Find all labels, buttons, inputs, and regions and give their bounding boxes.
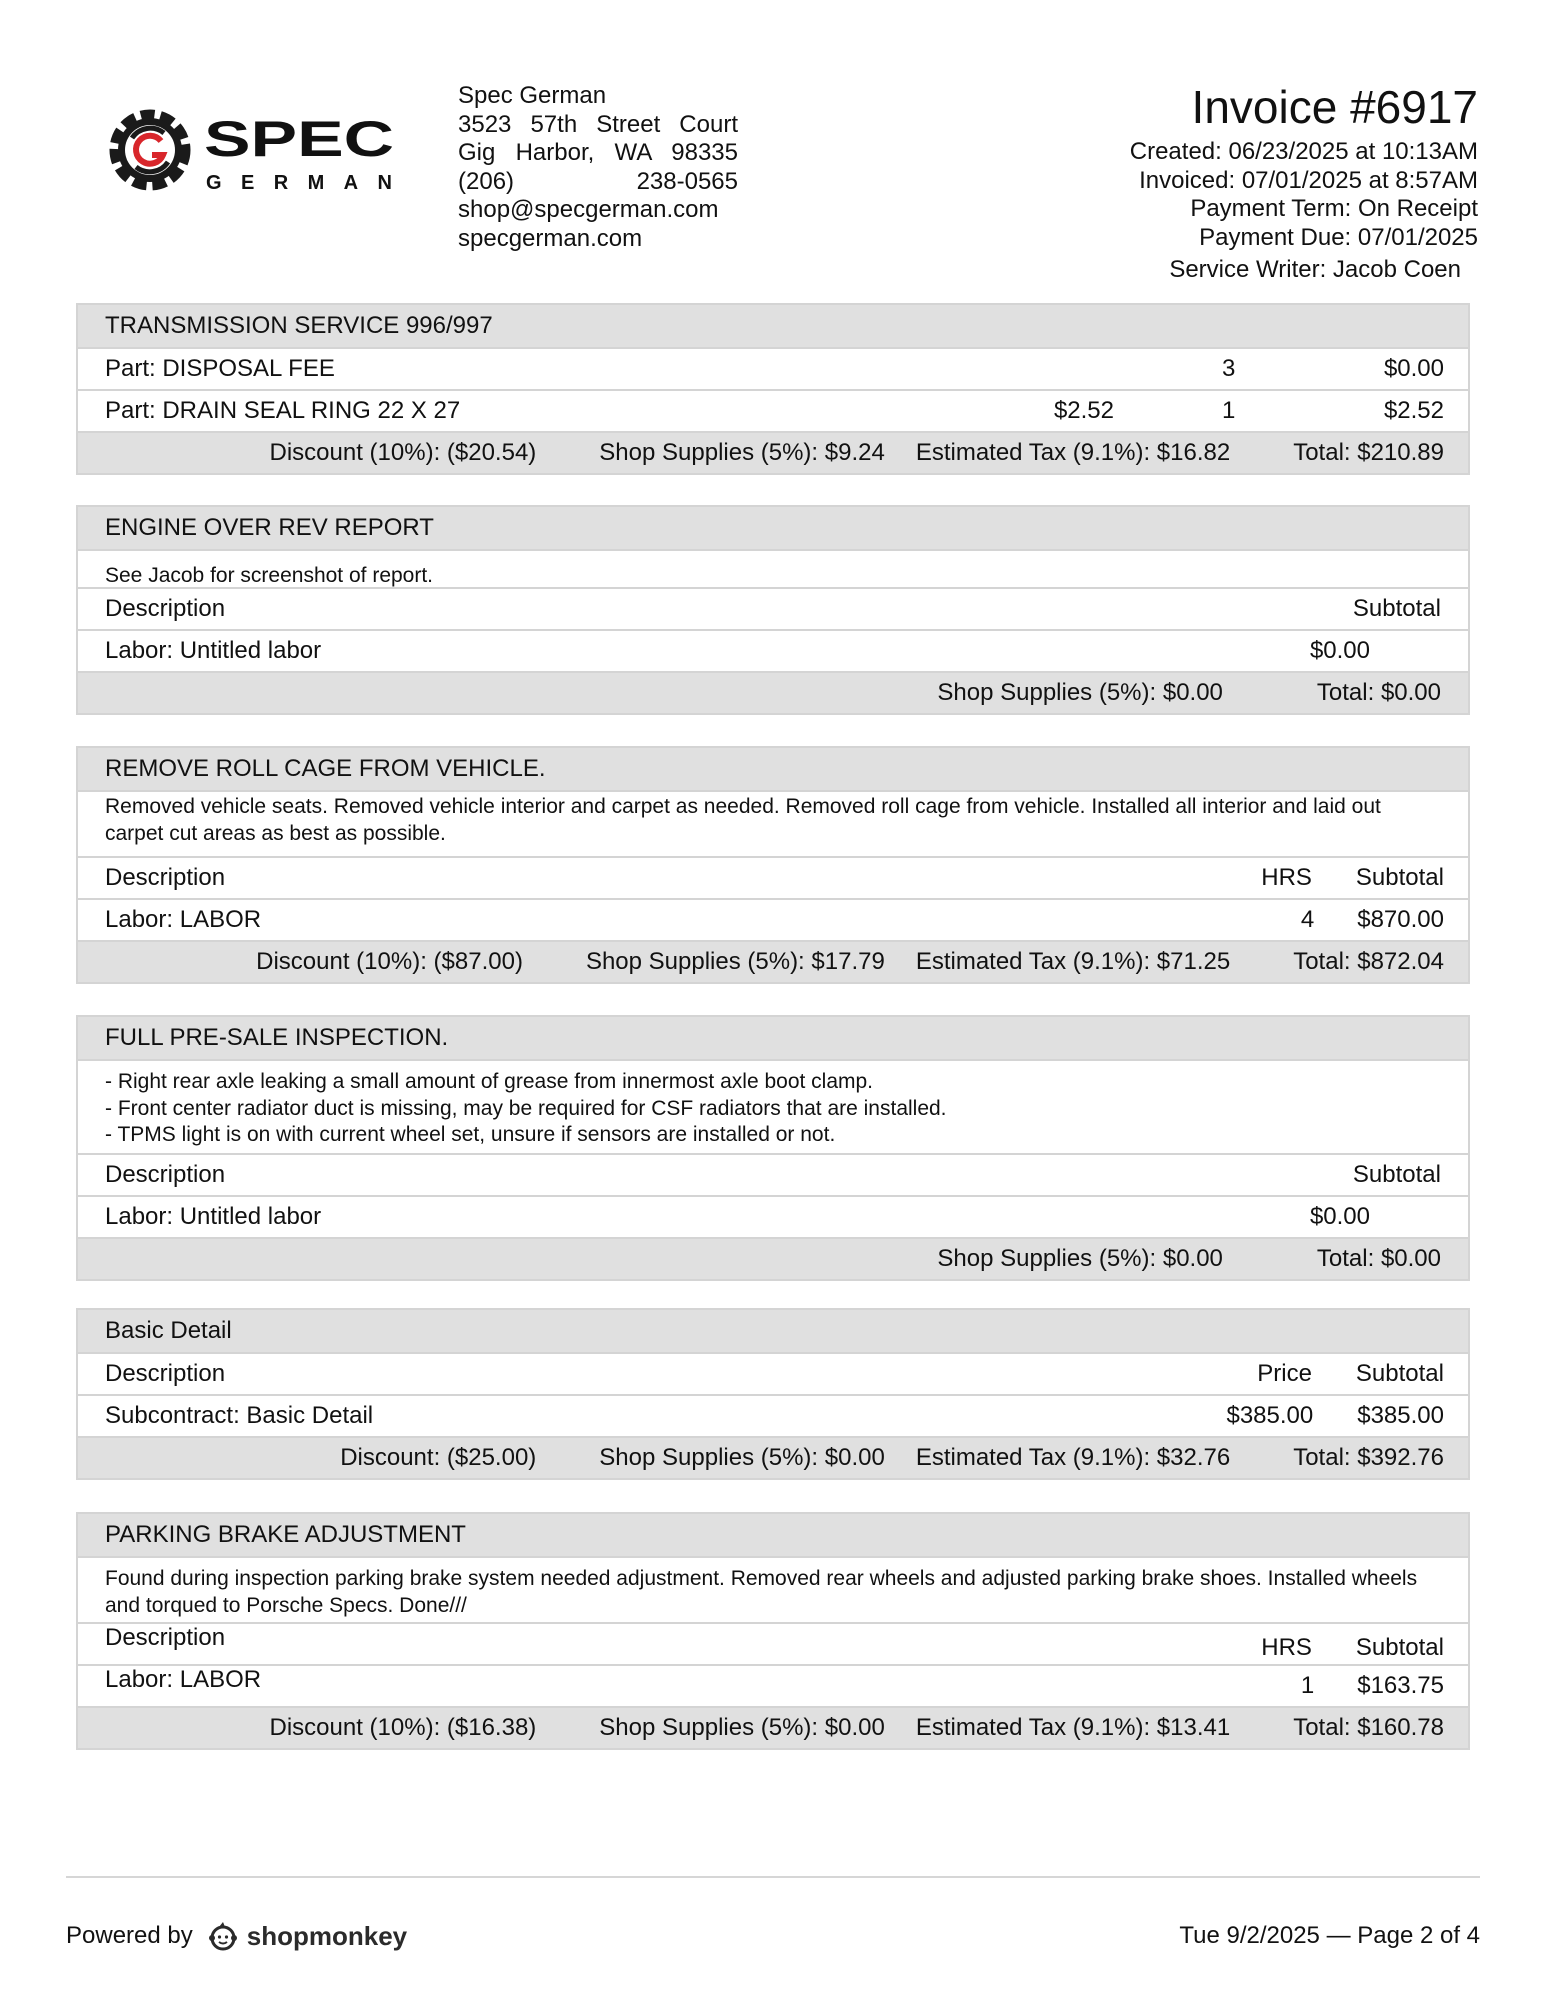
shop-email[interactable]: shop@specgerman.com xyxy=(458,196,719,223)
col-hrs: HRS xyxy=(1261,864,1312,891)
note-line: - TPMS light is on with current wheel set, unsure if sensors are installed or not. xyxy=(105,1123,836,1146)
line-item-row xyxy=(78,1394,1468,1436)
invoice-created: Created: 06/23/2025 at 10:13AM xyxy=(1129,138,1478,165)
service-note: Removed vehicle seats. Removed vehicle interior and carpet as needed. Removed roll cage from vehicle. Installed all interior and laid out carpet cut areas as best as possible. xyxy=(78,790,1468,856)
item-description: Labor: Untitled labor xyxy=(105,1203,322,1230)
invoice-payment-term: Payment Term: On Receipt xyxy=(1190,195,1478,222)
summary-shop-supplies: Shop Supplies (5%): $0.00 xyxy=(937,679,1223,706)
monkey-icon xyxy=(207,1920,239,1952)
shopmonkey-logo[interactable] xyxy=(207,1920,407,1952)
service-block-basic-detail xyxy=(76,1308,1470,1480)
item-qty: 1 xyxy=(1222,397,1236,424)
service-summary-row xyxy=(78,671,1468,713)
powered-by-label: Powered by xyxy=(66,1922,193,1949)
item-description: Part: DRAIN SEAL RING 22 X 27 xyxy=(105,397,461,424)
service-title: FULL PRE-SALE INSPECTION. xyxy=(105,1024,449,1051)
col-description: Description xyxy=(105,864,226,891)
item-description: Labor: LABOR xyxy=(105,1666,262,1693)
service-title-row xyxy=(78,507,1468,549)
invoice-title: Invoice #6917 xyxy=(1191,81,1478,133)
summary-shop-supplies: Shop Supplies (5%): $0.00 xyxy=(599,1444,885,1471)
service-note: See Jacob for screenshot of report. xyxy=(78,549,1468,587)
summary-total: Total: $0.00 xyxy=(1316,1245,1441,1272)
phone-number: 238-0565 xyxy=(636,167,738,195)
item-qty: 3 xyxy=(1222,355,1236,382)
item-total: $2.52 xyxy=(1383,397,1444,424)
gear-icon xyxy=(114,114,186,186)
service-title: REMOVE ROLL CAGE FROM VEHICLE. xyxy=(105,755,546,782)
note-line: - Right rear axle leaking a small amount of grease from innermost axle boot clamp. xyxy=(105,1070,874,1093)
item-description: Labor: Untitled labor xyxy=(105,637,322,664)
svg-text:SPEC: SPEC xyxy=(204,111,394,167)
service-title-row xyxy=(78,1514,1468,1556)
service-summary-row xyxy=(78,1436,1468,1478)
service-summary-row xyxy=(78,940,1468,982)
service-summary-row xyxy=(78,1706,1468,1748)
line-item-row xyxy=(78,389,1468,431)
spec-german-logo xyxy=(104,104,404,196)
service-note xyxy=(78,1059,1468,1153)
svg-text:GERMAN: GERMAN xyxy=(206,172,392,194)
invoice-payment-due: Payment Due: 07/01/2025 xyxy=(1199,223,1478,251)
summary-discount: Discount (10%): ($16.38) xyxy=(269,1714,537,1741)
service-block-transmission xyxy=(76,303,1470,475)
page-info: Tue 9/2/2025 — Page 2 of 4 xyxy=(1179,1922,1480,1949)
column-header-row xyxy=(78,856,1468,898)
line-item-row xyxy=(78,898,1468,940)
invoice-invoiced: Invoiced: 07/01/2025 at 8:57AM xyxy=(1139,166,1478,194)
line-item-row xyxy=(78,1195,1468,1237)
shop-phone xyxy=(458,168,738,197)
item-price: $385.00 xyxy=(1226,1402,1314,1429)
service-title-row xyxy=(78,1310,1468,1352)
item-price: $2.52 xyxy=(1053,397,1114,424)
item-hrs: 4 xyxy=(1300,906,1315,933)
col-subtotal: Subtotal xyxy=(1355,1360,1444,1387)
column-header-row xyxy=(78,1352,1468,1394)
summary-total: Total: $210.89 xyxy=(1293,439,1444,466)
col-subtotal: Subtotal xyxy=(1355,864,1444,891)
col-subtotal: Subtotal xyxy=(1352,1161,1441,1188)
item-description: Subcontract: Basic Detail xyxy=(105,1402,374,1429)
summary-tax: Estimated Tax (9.1%): $71.25 xyxy=(915,948,1231,975)
line-item-row xyxy=(78,629,1468,671)
service-note: Found during inspection parking brake system needed adjustment. Removed rear wheels and adjusted parking brake shoes. Installed wheels and torqued to Porsche Specs. Done/// xyxy=(78,1556,1468,1622)
column-header-row xyxy=(78,1622,1468,1664)
item-subtotal: $0.00 xyxy=(1309,637,1370,664)
item-subtotal: $385.00 xyxy=(1357,1402,1444,1429)
summary-tax: Estimated Tax (9.1%): $13.41 xyxy=(915,1714,1231,1741)
shop-street: 3523 57th Street Court xyxy=(458,110,738,138)
service-title-row xyxy=(78,1017,1468,1059)
column-header-row xyxy=(78,587,1468,629)
service-summary-row xyxy=(78,1237,1468,1279)
service-summary-row xyxy=(78,431,1468,473)
footer-divider xyxy=(66,1876,1480,1878)
service-title: PARKING BRAKE ADJUSTMENT xyxy=(105,1521,466,1548)
summary-total: Total: $160.78 xyxy=(1293,1714,1444,1741)
service-block-pre-sale-inspection xyxy=(76,1015,1470,1281)
invoice-info xyxy=(1130,80,1478,284)
service-block-roll-cage xyxy=(76,746,1470,984)
shop-website[interactable]: specgerman.com xyxy=(458,224,643,252)
summary-total: Total: $872.04 xyxy=(1293,948,1444,975)
summary-discount: Discount: ($25.00) xyxy=(340,1444,537,1471)
summary-total: Total: $0.00 xyxy=(1316,679,1441,706)
summary-discount: Discount (10%): ($20.54) xyxy=(269,439,537,466)
service-title: Basic Detail xyxy=(105,1317,232,1344)
service-title: TRANSMISSION SERVICE 996/997 xyxy=(105,312,493,339)
item-subtotal: $870.00 xyxy=(1357,906,1444,933)
service-title: ENGINE OVER REV REPORT xyxy=(105,514,434,541)
col-description: Description xyxy=(105,595,226,622)
item-hrs: 1 xyxy=(1300,1672,1315,1699)
summary-shop-supplies: Shop Supplies (5%): $9.24 xyxy=(599,439,885,466)
summary-shop-supplies: Shop Supplies (5%): $0.00 xyxy=(937,1245,1223,1272)
item-subtotal: $163.75 xyxy=(1357,1672,1444,1699)
service-title-row xyxy=(78,748,1468,790)
shopmonkey-wordmark: shopmonkey xyxy=(246,1920,408,1951)
line-item-row xyxy=(78,347,1468,389)
summary-discount: Discount (10%): ($87.00) xyxy=(256,948,523,975)
shop-city: Gig Harbor, WA 98335 xyxy=(458,139,738,166)
powered-by xyxy=(66,1920,407,1952)
shop-address-block xyxy=(458,82,738,253)
line-item-row xyxy=(78,1664,1468,1706)
note-line: - Front center radiator duct is missing, may be required for CSF radiators that are installed. xyxy=(105,1096,947,1120)
service-title-row xyxy=(78,305,1468,347)
col-subtotal: Subtotal xyxy=(1355,1634,1444,1661)
col-hrs: HRS xyxy=(1261,1634,1312,1661)
summary-tax: Estimated Tax (9.1%): $32.76 xyxy=(915,1444,1231,1471)
summary-shop-supplies: Shop Supplies (5%): $0.00 xyxy=(599,1714,885,1741)
item-description: Labor: LABOR xyxy=(105,906,262,933)
item-description: Part: DISPOSAL FEE xyxy=(105,355,335,382)
item-total: $0.00 xyxy=(1383,355,1444,382)
summary-tax: Estimated Tax (9.1%): $16.82 xyxy=(915,439,1231,466)
col-description: Description xyxy=(105,1360,226,1387)
column-header-row xyxy=(78,1153,1468,1195)
invoice-service-writer: Service Writer: Jacob Coen xyxy=(1169,256,1461,283)
col-description: Description xyxy=(105,1624,226,1651)
item-subtotal: $0.00 xyxy=(1309,1203,1370,1230)
col-description: Description xyxy=(105,1161,226,1188)
summary-total: Total: $392.76 xyxy=(1293,1444,1444,1471)
col-subtotal: Subtotal xyxy=(1352,595,1441,622)
service-block-parking-brake xyxy=(76,1512,1470,1750)
col-price: Price xyxy=(1257,1360,1312,1387)
phone-area: (206) xyxy=(458,167,515,195)
service-block-engine-over-rev xyxy=(76,505,1470,715)
shop-name: Spec German xyxy=(458,82,607,109)
summary-shop-supplies: Shop Supplies (5%): $17.79 xyxy=(585,948,885,975)
